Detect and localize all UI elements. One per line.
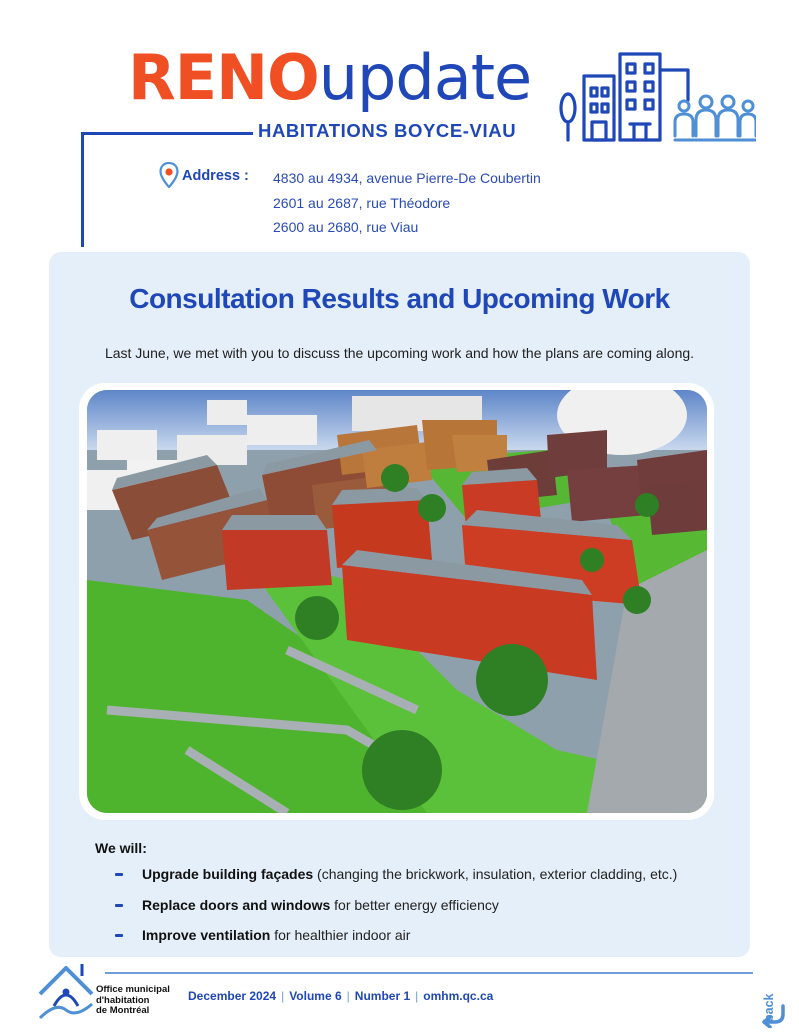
brand-title — [128, 38, 531, 118]
separator: | — [415, 989, 419, 1003]
separator: | — [346, 989, 350, 1003]
footer-rule — [105, 972, 753, 974]
address-line: 2600 au 2680, rue Viau — [273, 219, 419, 235]
header-vertical-rule — [81, 132, 84, 247]
city-buildings-people-icon — [556, 40, 756, 155]
address-line: 4830 au 4934, avenue Pierre-De Coubertin — [273, 170, 541, 186]
address-label: Address : — [182, 168, 249, 184]
issue-info — [188, 989, 493, 1003]
list-item — [115, 895, 677, 926]
bullet-dash — [115, 873, 123, 876]
list-item-bold: Upgrade building façades — [142, 866, 314, 882]
omhm-logo-icon — [36, 962, 96, 1029]
brand-reno: RENO — [128, 41, 319, 114]
address-line: 2601 au 2687, rue Théodore — [273, 194, 451, 211]
org-line: de Montréal — [96, 1005, 150, 1016]
list-item — [115, 864, 677, 895]
back-label[interactable]: back — [762, 993, 776, 1022]
website-link[interactable]: omhm.qc.ca — [423, 989, 494, 1003]
issue-volume: Volume 6 — [289, 989, 342, 1003]
header-horizontal-rule — [81, 132, 253, 135]
section-title: Consultation Results and Upcoming Work — [129, 283, 670, 314]
intro-paragraph: Last June, we met with you to discuss the upcoming work and how the plans are coming along. — [104, 345, 695, 361]
issue-date: December 2024 — [188, 989, 277, 1003]
organization-name — [96, 985, 170, 1017]
separator: | — [281, 989, 285, 1003]
list-item-rest: for healthier indoor air — [270, 927, 411, 943]
bullet-dash — [115, 904, 123, 907]
architectural-rendering-image — [87, 390, 707, 813]
address-lines — [273, 166, 541, 240]
list-item-bold: Improve ventilation — [142, 927, 271, 943]
list-item-bold: Replace doors and windows — [142, 896, 331, 913]
list-item-rest: for better energy efficiency — [330, 896, 499, 913]
project-subtitle: HABITATIONS BOYCE-VIAU — [258, 120, 517, 141]
we-will-heading: We will: — [95, 840, 147, 856]
list-item — [115, 925, 677, 956]
list-item-rest: (changing the brickwork, insulation, exterior cladding, etc.) — [313, 866, 678, 882]
location-pin-icon — [159, 162, 179, 193]
issue-number: Number 1 — [354, 989, 411, 1003]
bullet-dash — [115, 934, 123, 937]
we-will-list — [115, 864, 677, 956]
org-line: d'habitation — [96, 994, 150, 1006]
org-line: Office municipal — [96, 984, 170, 995]
brand-update: update — [318, 41, 532, 114]
